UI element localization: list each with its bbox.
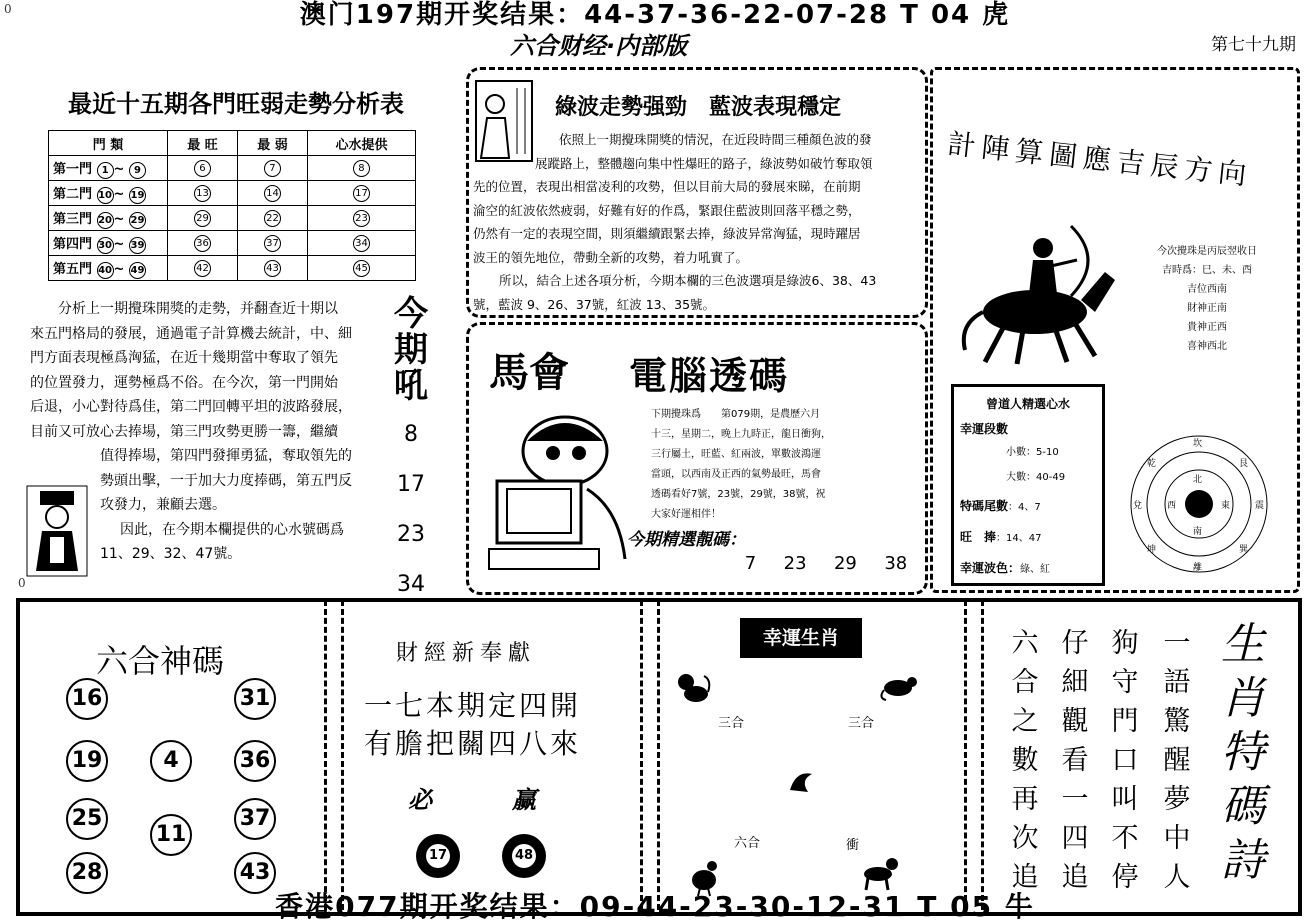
small-range	[1006, 443, 1102, 458]
min-cell	[237, 231, 307, 256]
poem-char: 四	[1061, 823, 1089, 854]
pick-number: 7	[744, 553, 757, 574]
text-line: 貴神正西	[1187, 322, 1227, 333]
small-label: 小數：	[1006, 447, 1036, 458]
tip-value: 8	[353, 160, 370, 177]
poem-char: 數	[1011, 745, 1039, 776]
min-value: 22	[264, 210, 281, 227]
text-line: 的位置發力，運勢極爲不俗。在今次，第一門開始	[30, 374, 338, 391]
liuhe-number: 36	[234, 740, 276, 782]
jin-char: 吼	[394, 366, 428, 406]
ball-number: 48	[512, 844, 536, 868]
color-value: 綠、紅	[1020, 564, 1051, 575]
min-value: 43	[264, 260, 281, 277]
bagua-compass	[1129, 434, 1269, 574]
range-end: 29	[129, 212, 146, 229]
poem-column-1	[1160, 624, 1194, 897]
compass-label: 南	[1193, 527, 1203, 537]
min-value: 7	[264, 160, 281, 177]
tip-value: 45	[353, 260, 370, 277]
door-name: 第三門	[53, 211, 93, 227]
poem-char: 語	[1163, 667, 1191, 698]
pick-number: 29	[833, 553, 857, 574]
wang-row	[960, 528, 1102, 545]
text-line: 今次攪珠是丙辰翌收日	[1157, 246, 1257, 257]
zodiac-sanhe-1: 三合	[718, 716, 745, 731]
range-start: 1	[97, 162, 114, 179]
poem-char: 狗	[1111, 628, 1139, 659]
max-cell	[168, 156, 238, 181]
divider	[964, 600, 984, 910]
poem-char: 再	[1011, 784, 1039, 815]
max-cell	[168, 231, 238, 256]
text-line: 大家好運相伴！	[651, 509, 721, 520]
tip-cell	[307, 156, 415, 181]
table-header-row	[49, 131, 416, 156]
computer-title-right: 電腦透碼	[629, 354, 790, 398]
poem-char: 口	[1111, 745, 1139, 776]
pick-number: 23	[783, 553, 807, 574]
compass-label: 北	[1193, 475, 1203, 485]
liuhe-number: 31	[234, 678, 276, 720]
door-name-cell: 第四門 30 ~ 39	[49, 231, 168, 256]
door-name: 第二門	[53, 186, 93, 202]
poem-char: 追	[1011, 862, 1039, 893]
table-row	[49, 256, 416, 281]
door-analysis-table	[48, 130, 416, 281]
tip-value: 23	[353, 210, 370, 227]
divider	[324, 600, 344, 910]
wealth-title: 財經新奉獻	[396, 641, 537, 666]
color-row	[960, 559, 1102, 576]
wave-title: 綠波走勢强勁 藍波表現穩定	[555, 95, 842, 120]
tail-row	[960, 497, 1102, 514]
door-name: 第四門	[53, 236, 93, 252]
max-value: 36	[194, 235, 211, 252]
min-cell	[237, 181, 307, 206]
computer-text	[651, 405, 913, 525]
ball-17	[416, 834, 460, 878]
min-value: 14	[264, 185, 281, 202]
table-row	[49, 231, 416, 256]
poem-char: 細	[1061, 667, 1089, 698]
text-line: 財神正南	[1187, 303, 1227, 314]
computer-title-left: 馬會	[489, 349, 569, 396]
compass-label: 艮	[1239, 459, 1249, 469]
poem-column-3	[1058, 624, 1092, 897]
monkey-icon	[672, 670, 712, 706]
text-line: 淪空的紅波依然疲弱，好難有好的作爲，緊跟住藍波則回落平穩之勢，	[473, 202, 861, 218]
max-value: 13	[194, 185, 211, 202]
text-line: 分析上一期攪珠開獎的走勢，并翻查近十期以	[58, 301, 338, 317]
text-line: 吉時爲：巳、未、酉	[1162, 265, 1252, 276]
poem-char: 合	[1011, 667, 1039, 698]
page-subtitle: 六合财经·内部版	[510, 32, 688, 60]
zodiac-sanhe-2: 三合	[848, 716, 875, 731]
text-line: 仍然有一定的表現空間，則須繼續跟緊去捧，綠波异常洶猛，現時躍居	[473, 226, 861, 241]
compass-label: 西	[1167, 501, 1177, 511]
door-name: 第一門	[53, 161, 93, 177]
liuhe-number: 19	[66, 740, 108, 782]
door-name-cell: 第二門 10 ~ 19	[49, 181, 168, 206]
poem-char: 看	[1061, 745, 1089, 776]
tip-cell	[307, 206, 415, 231]
poem-title-char: 肖	[1221, 673, 1265, 724]
text-line: 當頭，以西南及正西的氣勢最旺，馬會	[651, 469, 821, 480]
poem-char: 夢	[1163, 784, 1191, 815]
poem-char: 追	[1061, 862, 1089, 893]
poem-column-4	[1008, 624, 1042, 897]
tip-cell	[307, 181, 415, 206]
deity-figure-icon	[26, 485, 88, 577]
text-line: 吉位西南	[1187, 284, 1227, 295]
rat-icon	[878, 672, 922, 702]
min-value: 37	[264, 235, 281, 252]
max-value: 42	[194, 260, 211, 277]
big-value: 40-49	[1036, 472, 1066, 483]
liuhe-number: 37	[234, 798, 276, 840]
divider	[640, 600, 660, 910]
liuhe-number: 25	[66, 798, 108, 840]
door-analysis-title: 最近十五期各門旺弱走勢分析表	[68, 89, 404, 118]
poem-char: 叫	[1111, 784, 1139, 815]
footer-result: 香港077期开奖结果：09-44-23-30-12-31 T 05 牛	[275, 890, 1035, 923]
corner-mark: 0	[4, 2, 12, 16]
tips-box	[951, 384, 1105, 586]
poem-char: 之	[1011, 706, 1039, 737]
text-line: 波王的領先地位，帶動全新的攻勢，着力吼實了。	[473, 249, 749, 265]
tip-cell	[307, 231, 415, 256]
zodiac-title: 幸運生肖	[740, 618, 862, 658]
wang-value: ：14、47	[996, 533, 1042, 544]
text-line: 號，藍波 9、26、37號，紅波 13、35號。	[473, 296, 716, 312]
door-name-cell: 第一門 1 ~ 9	[49, 156, 168, 181]
pick-number: 38	[884, 553, 908, 574]
corner-mark: 0	[18, 576, 26, 590]
max-cell	[168, 181, 238, 206]
compass-label: 巽	[1239, 545, 1249, 555]
min-cell	[237, 256, 307, 281]
poem-title-char: 碼	[1221, 781, 1265, 832]
poem-char: 門	[1111, 706, 1139, 737]
table-header: 門 類	[49, 131, 168, 156]
range-start: 20	[97, 212, 114, 229]
text-line: 依照上一期攪珠開獎的情況，在近段時間三種顏色波的發	[559, 132, 872, 147]
liuhe-number: 43	[234, 852, 276, 894]
table-row	[49, 181, 416, 206]
jin-numbers	[388, 410, 434, 610]
range-end: 39	[129, 237, 146, 254]
compass-label: 乾	[1147, 459, 1157, 469]
jin-number: 23	[397, 522, 425, 547]
compass-label: 坤	[1147, 545, 1157, 555]
wealth-ying: 赢	[512, 786, 536, 814]
range-end: 49	[129, 262, 146, 279]
text-line: 值得捧場，第四門發揮勇猛，奪取領先的	[100, 448, 352, 464]
poem-title	[1212, 618, 1274, 888]
liuhe-number: 4	[150, 740, 192, 782]
text-line: 攻發力，兼顧去選。	[100, 497, 226, 513]
zodiac-chong: 衝	[846, 838, 860, 853]
color-label: 幸運波色：	[960, 561, 1021, 575]
range-start: 30	[97, 237, 114, 254]
picks-numbers	[731, 553, 921, 574]
text-line: 門方面表現極爲洶猛，在近十幾期當中奪取了領先	[30, 350, 338, 366]
calligraphy-text: 計陣算圖應吉辰方向	[946, 127, 1254, 192]
cartoon-computer-icon	[479, 409, 639, 579]
jin-label	[388, 296, 434, 404]
max-value: 6	[194, 160, 211, 177]
compass-label: 東	[1221, 501, 1231, 511]
range-start: 10	[97, 187, 114, 204]
zodiac-liuhe: 六合	[734, 836, 761, 851]
big-label: 大數：	[1006, 472, 1036, 483]
lucky-range-label: 幸運段數	[960, 422, 1009, 436]
text-line: 后退，小心對待爲佳，第二門回轉平坦的波路發展，	[30, 399, 352, 415]
table-header: 最 弱	[237, 131, 307, 156]
compass-label: 震	[1255, 501, 1265, 511]
poem-char: 觀	[1061, 706, 1089, 737]
right-panel	[930, 67, 1300, 593]
almanac-text	[1123, 242, 1291, 356]
liuhe-number: 16	[66, 678, 108, 720]
max-cell	[168, 206, 238, 231]
jin-number: 8	[404, 422, 418, 447]
picks-label: 今期精選靚碼：	[627, 530, 746, 550]
horse-archer-icon	[955, 220, 1123, 368]
poem-char: 一	[1163, 628, 1191, 659]
table-header: 最 旺	[168, 131, 238, 156]
range-start: 40	[97, 262, 114, 279]
liuhe-number: 28	[66, 852, 108, 894]
poem-char: 一	[1061, 784, 1089, 815]
min-cell	[237, 156, 307, 181]
poem-char: 中	[1163, 823, 1191, 854]
text-line: 勢頭出擊，一于加大力度捧碼，第五門反	[100, 472, 352, 489]
small-value: 5-10	[1036, 447, 1059, 458]
poem-char: 六	[1011, 628, 1039, 659]
text-line: 喜神西北	[1187, 341, 1227, 352]
poem-title-char: 特	[1221, 727, 1265, 778]
tips-box-title: 曾道人精選心水	[985, 397, 1070, 411]
issue-number: 第七十九期	[1211, 35, 1296, 55]
tip-value: 34	[353, 235, 370, 252]
wealth-line-1: 一七本期定四開	[364, 689, 582, 722]
ball-number: 17	[426, 844, 450, 868]
table-row	[49, 156, 416, 181]
poem-column-2	[1108, 624, 1142, 897]
compass-label: 兌	[1133, 501, 1143, 511]
liuhe-number: 11	[150, 814, 192, 856]
text-line: 下期攪珠爲 第079期，是農歷六月	[651, 409, 821, 420]
door-name: 第五門	[53, 261, 93, 277]
text-line: 目前又可放心去捧場，第三門攻勢更勝一籌，繼續	[30, 423, 338, 440]
range-end: 19	[129, 187, 146, 204]
poem-char: 人	[1163, 862, 1191, 893]
poem-char: 驚	[1163, 706, 1191, 737]
text-line: 先的位置，表現出相當凌利的攻勢，但以目前大局的發展來睇，在前期	[473, 179, 861, 194]
range-end: 9	[129, 162, 146, 179]
poem-title-char: 詩	[1221, 835, 1265, 886]
compass-label: 離	[1193, 563, 1203, 573]
text-line: 展蹤路上，整體趨向集中性爆旺的路子，綠波勢如破竹奪取領	[535, 155, 873, 171]
jin-char: 今	[394, 294, 428, 334]
max-value: 29	[194, 210, 211, 227]
poem-title-char: 生	[1221, 619, 1265, 670]
poem-char: 停	[1111, 862, 1139, 893]
text-line: 因此，在今期本欄提供的心水號碼爲	[120, 521, 344, 538]
page-title: 澳门197期开奖结果：44-37-36-22-07-28 T 04 虎	[299, 0, 1011, 30]
jin-number: 17	[397, 472, 425, 497]
text-line: 十三，星期二，晚上九時正，龍日衝狗，	[651, 429, 831, 440]
tip-value: 17	[353, 185, 370, 202]
liuhe-title: 六合神碼	[96, 642, 225, 680]
dog-icon	[860, 850, 900, 892]
table-row	[49, 206, 416, 231]
tail-label: 特碼尾數	[960, 499, 1009, 513]
door-name-cell: 第五門 40 ~ 49	[49, 256, 168, 281]
big-range	[1006, 468, 1102, 483]
wave-panel	[466, 67, 928, 318]
tail-value: ：4、7	[1008, 502, 1041, 513]
door-name-cell: 第三門 20 ~ 29	[49, 206, 168, 231]
text-line: 來五門格局的發展，通過電子計算機去統計，中、細	[30, 325, 352, 342]
wang-label: 旺 捧	[960, 530, 997, 544]
tip-cell	[307, 256, 415, 281]
ball-48	[502, 834, 546, 878]
jin-number: 34	[397, 572, 425, 597]
jin-char: 期	[394, 330, 428, 370]
compass-label: 坎	[1193, 439, 1203, 449]
text-line: 透碼看好7號，23號，29號，38號，祝	[651, 489, 826, 500]
text-line: 11、29、32、47號。	[100, 546, 242, 562]
wave-text	[473, 128, 917, 316]
wealth-bi: 必	[408, 786, 432, 814]
poem-char: 仔	[1061, 628, 1089, 659]
text-line: 三行屬土，旺藍、紅兩波，單數波鴻運	[651, 449, 821, 460]
table-header: 心水提供	[307, 131, 415, 156]
poem-char: 次	[1011, 823, 1039, 854]
dragon-icon	[786, 766, 816, 796]
max-cell	[168, 256, 238, 281]
wealth-line-2: 有膽把關四八來	[364, 727, 582, 760]
min-cell	[237, 206, 307, 231]
poem-char: 醒	[1163, 745, 1191, 776]
text-line: 所以，結合上述各項分析，今期本欄的三色波選項是綠波6、38、43	[499, 273, 877, 288]
poem-char: 不	[1111, 823, 1139, 854]
poem-char: 守	[1111, 667, 1139, 698]
computer-panel	[466, 322, 928, 595]
